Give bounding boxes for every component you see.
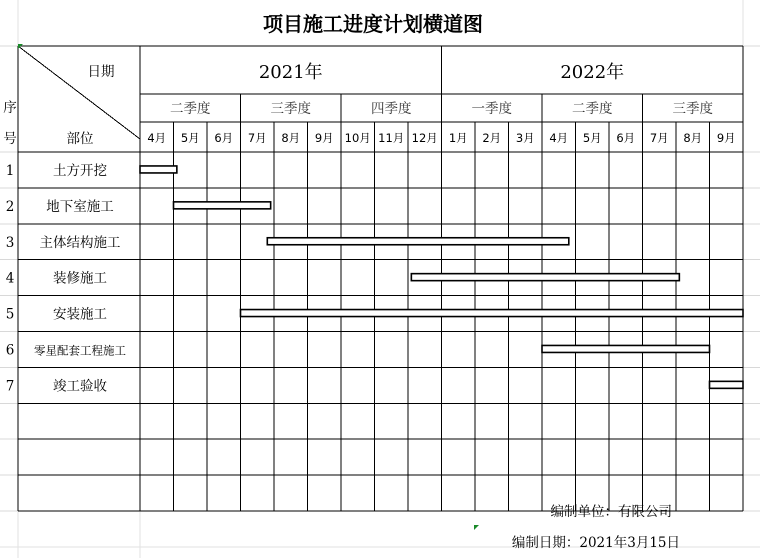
month-label: 4月 xyxy=(147,131,167,145)
header-diagonal xyxy=(18,46,140,139)
seq-header-bottom: 号 xyxy=(3,131,17,147)
task-name: 零星配套工程施工 xyxy=(34,343,126,358)
task-seq: 5 xyxy=(5,306,15,323)
task-seq: 1 xyxy=(5,162,15,179)
month-label: 7月 xyxy=(649,131,669,145)
month-label: 9月 xyxy=(314,131,334,145)
task-bar xyxy=(267,238,569,245)
chart-title: 项目施工进度计划横道图 xyxy=(263,12,483,36)
footer-date: 编制日期：2021年3月15日 xyxy=(511,535,680,551)
task-seq: 2 xyxy=(5,198,15,215)
month-label: 8月 xyxy=(281,131,301,145)
task-seq: 3 xyxy=(5,234,15,251)
task-bar xyxy=(542,345,710,352)
month-label: 11月 xyxy=(378,131,405,145)
footer-unit: 编制单位：有限公司 xyxy=(550,504,672,520)
task-name: 装修施工 xyxy=(53,270,107,287)
month-label: 7月 xyxy=(247,131,267,145)
quarter-label: 三季度 xyxy=(270,101,311,117)
month-label: 5月 xyxy=(180,131,200,145)
quarter-label: 二季度 xyxy=(170,101,211,117)
task-name: 竣工验收 xyxy=(53,378,107,395)
date-header-label: 日期 xyxy=(87,64,115,80)
task-name: 土方开挖 xyxy=(53,162,107,179)
task-bar xyxy=(411,274,679,281)
month-label: 2月 xyxy=(482,131,502,145)
year-label: 2022年 xyxy=(560,62,625,83)
month-label: 8月 xyxy=(683,131,703,145)
quarter-label: 一季度 xyxy=(471,101,512,117)
task-name: 安装施工 xyxy=(53,306,107,323)
month-label: 1月 xyxy=(448,131,468,145)
task-bar xyxy=(710,381,744,388)
year-label: 2021年 xyxy=(258,62,323,83)
task-seq: 6 xyxy=(5,342,15,359)
month-label: 9月 xyxy=(716,131,736,145)
task-bar xyxy=(140,166,177,173)
month-label: 10月 xyxy=(344,131,371,145)
quarter-label: 三季度 xyxy=(672,101,713,117)
task-bar xyxy=(174,202,271,209)
quarter-label: 二季度 xyxy=(572,101,613,117)
cell-marker-icon xyxy=(474,525,479,530)
task-rows xyxy=(6,162,127,394)
part-header-label: 部位 xyxy=(66,131,94,147)
month-label: 6月 xyxy=(616,131,636,145)
month-label: 5月 xyxy=(582,131,602,145)
month-label: 12月 xyxy=(411,131,438,145)
task-bar xyxy=(241,310,744,317)
month-label: 6月 xyxy=(214,131,234,145)
quarter-label: 四季度 xyxy=(371,101,412,117)
task-seq: 7 xyxy=(5,378,15,395)
task-seq: 4 xyxy=(5,270,15,287)
month-label: 3月 xyxy=(515,131,535,145)
task-name: 主体结构施工 xyxy=(39,234,121,251)
task-name: 地下室施工 xyxy=(46,198,114,215)
month-label: 4月 xyxy=(549,131,569,145)
seq-header-top: 序 xyxy=(3,100,17,116)
